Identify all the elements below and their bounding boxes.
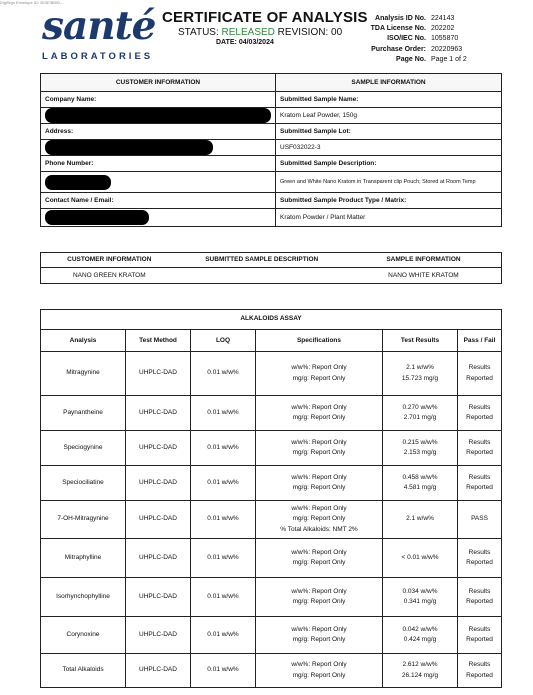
summary-table: [40, 252, 502, 282]
redaction-bar: [45, 140, 213, 155]
summary-description-value: [179, 268, 345, 283]
result-cell-line: 0.034 w/w%: [402, 587, 438, 595]
analysis-cell: Mitraphylline: [41, 539, 126, 578]
status-line: [178, 27, 342, 38]
specification-cell: [256, 617, 383, 654]
analysis-cell: Total Alkaloids: [41, 654, 126, 688]
meta-value: 224143: [431, 15, 455, 22]
loq-cell: 0.01 w/w%: [191, 539, 256, 578]
result-cell-line: 0.215 w/w%: [402, 438, 438, 446]
assay-title: ALKALOIDS ASSAY: [41, 310, 502, 330]
result-cell: [383, 539, 458, 578]
method-cell: UHPLC-DAD: [126, 617, 191, 654]
meta-row: [340, 45, 467, 55]
phone-label: Phone Number:: [41, 156, 276, 172]
pass-fail-cell-line: Reported: [466, 598, 493, 605]
date-value: 04/03/2024: [238, 39, 274, 46]
meta-row: [340, 24, 467, 34]
specification-cell-line: % Total Alkaloids: NMT 2%: [280, 525, 358, 533]
pass-fail-cell-line: PASS: [471, 515, 488, 523]
result-cell-line: 26.124 mg/g: [401, 671, 439, 679]
meta-value: 1055870: [431, 35, 459, 43]
sample-name-label: Submitted Sample Name:: [276, 92, 502, 108]
sample-name-value: Kratom Leaf Powder, 150g: [276, 108, 502, 124]
result-cell-line: 0.270 w/w%: [402, 403, 438, 411]
loq-cell: 0.01 w/w%: [191, 578, 256, 617]
method-cell: UHPLC-DAD: [126, 466, 191, 501]
result-cell-line: 2.1 w/w%: [406, 515, 434, 523]
analysis-cell: Mitragynine: [41, 352, 126, 396]
summary-description-header: SUBMITTED SAMPLE DESCRIPTION: [179, 252, 345, 268]
analysis-cell: Speciociliatine: [41, 466, 126, 501]
pass-fail-cell-line: Results: [468, 438, 491, 446]
revision: REVISION: 00: [277, 27, 343, 38]
meta-block: [340, 14, 467, 65]
meta-key: TDA License No.: [370, 25, 426, 33]
specification-cell: [256, 431, 383, 466]
method-cell: UHPLC-DAD: [126, 501, 191, 539]
specification-cell-line: mg/g: Report Only: [292, 671, 346, 679]
method-cell: UHPLC-DAD: [126, 352, 191, 396]
result-cell-line: 0.424 mg/g: [403, 636, 437, 643]
customer-info-header: CUSTOMER INFORMATION: [41, 74, 276, 92]
assay-row: [41, 617, 502, 654]
specification-cell-line: mg/g: Report Only: [292, 484, 346, 491]
contact-label: Contact Name / Email:: [41, 193, 276, 209]
phone-value: [41, 172, 276, 193]
specification-cell-line: mg/g: Report Only: [292, 515, 346, 523]
meta-key: Page No.: [396, 55, 426, 63]
method-cell: UHPLC-DAD: [126, 654, 191, 688]
address-value: [41, 140, 276, 156]
pass-fail-cell: [458, 431, 502, 466]
status-value: RELEASED: [221, 27, 275, 38]
pass-fail-cell: [458, 501, 502, 539]
pass-fail-cell-line: Reported: [466, 449, 493, 456]
result-cell-line: 0.341 mg/g: [403, 598, 437, 605]
specification-cell-line: mg/g: Report Only: [292, 598, 346, 605]
pass-fail-cell-line: Reported: [466, 671, 493, 679]
pass-fail-cell: [458, 539, 502, 578]
analysis-cell: Corynoxine: [41, 617, 126, 654]
loq-cell: 0.01 w/w%: [191, 352, 256, 396]
specification-cell: [256, 654, 383, 688]
meta-row: [340, 55, 467, 65]
column-header: LOQ: [191, 330, 256, 352]
column-header: Pass / Fail: [458, 330, 502, 352]
redaction-bar: [45, 108, 271, 123]
summary-customer-value: NANO GREEN KRATOM: [72, 271, 146, 279]
assay-row: [41, 654, 502, 688]
summary-customer-header: CUSTOMER INFORMATION: [40, 252, 179, 268]
result-cell-line: 2.612 w/w%: [402, 661, 438, 668]
result-cell-line: 0.458 w/w%: [402, 473, 438, 481]
specification-cell-line: w/w%: Report Only: [291, 661, 347, 668]
method-cell: UHPLC-DAD: [126, 431, 191, 466]
specification-cell: [256, 466, 383, 501]
result-cell-line: 2.701 mg/g: [403, 414, 437, 421]
redaction-bar: [45, 210, 149, 225]
specification-cell: [256, 578, 383, 617]
method-cell: UHPLC-DAD: [126, 539, 191, 578]
pass-fail-cell-line: Results: [468, 403, 491, 411]
pass-fail-cell: [458, 466, 502, 501]
logo-subtitle: LABORATORIES: [42, 51, 154, 62]
loq-cell: 0.01 w/w%: [191, 466, 256, 501]
result-cell: [383, 396, 458, 431]
lot-label: Submitted Sample Lot:: [276, 124, 502, 140]
assay-row: [41, 466, 502, 501]
specification-cell-line: w/w%: Report Only: [291, 364, 347, 371]
analysis-cell: Speciogynine: [41, 431, 126, 466]
pass-fail-cell-line: Results: [468, 364, 491, 371]
specification-cell-line: w/w%: Report Only: [291, 625, 347, 633]
specification-cell: [256, 501, 383, 539]
assay-row: [41, 539, 502, 578]
specification-cell-line: w/w%: Report Only: [291, 587, 347, 595]
pass-fail-cell-line: Reported: [466, 559, 493, 566]
address-label: Address:: [41, 124, 276, 140]
pass-fail-cell-line: Reported: [466, 636, 493, 643]
loq-cell: 0.01 w/w%: [191, 654, 256, 688]
logo-wordmark: santé: [42, 3, 156, 49]
column-header: Test Method: [126, 330, 191, 352]
loq-cell: 0.01 w/w%: [191, 501, 256, 539]
company-value: [41, 108, 276, 124]
assay-row: [41, 352, 502, 396]
result-cell: [383, 578, 458, 617]
meta-key: Analysis ID No.: [375, 15, 426, 22]
specification-cell-line: w/w%: Report Only: [291, 473, 347, 481]
pass-fail-cell: [458, 396, 502, 431]
specification-cell: [256, 539, 383, 578]
meta-row: [340, 14, 467, 24]
pass-fail-cell-line: Results: [468, 548, 491, 556]
result-cell: [383, 501, 458, 539]
specification-cell-line: w/w%: Report Only: [291, 403, 347, 411]
result-cell-line: 0.042 w/w%: [402, 625, 438, 633]
specification-cell-line: w/w%: Report Only: [291, 548, 347, 556]
meta-value: 202202: [431, 25, 455, 33]
result-cell: [383, 654, 458, 688]
result-cell-line: 15.723 mg/g: [401, 374, 439, 382]
result-cell: [383, 617, 458, 654]
pass-fail-cell-line: Reported: [466, 414, 493, 421]
loq-cell: 0.01 w/w%: [191, 431, 256, 466]
description-value: Green and White Nano Kratom in Transparent clip Pouch; Stored at Room Temp: [276, 172, 502, 193]
pass-fail-cell-line: Results: [468, 587, 491, 595]
specification-cell-line: mg/g: Report Only: [292, 636, 346, 643]
analysis-cell: Paynantheine: [41, 396, 126, 431]
contact-value: [41, 209, 276, 227]
pass-fail-cell: [458, 654, 502, 688]
analysis-cell: 7-OH-Mitragynine: [41, 501, 126, 539]
product-type-value: Kratom Powder / Plant Matter: [276, 209, 502, 227]
redaction-bar: [45, 175, 111, 190]
specification-cell: [256, 396, 383, 431]
assay-row: [41, 578, 502, 617]
result-cell-line: < 0.01 w/w%: [401, 553, 439, 561]
info-table: [40, 73, 502, 227]
pass-fail-cell-line: Results: [468, 661, 491, 668]
result-cell: [383, 431, 458, 466]
pass-fail-cell-line: Results: [468, 473, 491, 481]
method-cell: UHPLC-DAD: [126, 578, 191, 617]
sample-info-header: SAMPLE INFORMATION: [276, 74, 502, 92]
description-label: Submitted Sample Description:: [276, 156, 502, 172]
column-header: Specifications: [256, 330, 383, 352]
result-cell-line: 4.581 mg/g: [403, 484, 437, 491]
specification-cell-line: mg/g: Report Only: [292, 374, 346, 382]
pass-fail-cell: [458, 578, 502, 617]
document-title: CERTIFICATE OF ANALYSIS: [162, 9, 368, 26]
specification-cell-line: mg/g: Report Only: [292, 559, 346, 566]
column-header: Test Results: [383, 330, 458, 352]
meta-key: ISO/IEC No.: [387, 35, 426, 43]
summary-sample-header: SAMPLE INFORMATION: [345, 252, 502, 268]
specification-cell-line: w/w%: Report Only: [291, 438, 347, 446]
lot-value: USF032022-3: [276, 140, 502, 156]
loq-cell: 0.01 w/w%: [191, 617, 256, 654]
pass-fail-cell-line: Reported: [466, 484, 493, 491]
result-cell: [383, 352, 458, 396]
assay-row: [41, 501, 502, 539]
specification-cell-line: w/w%: Report Only: [291, 504, 347, 512]
assay-row: [41, 431, 502, 466]
date-line: [216, 39, 274, 46]
column-header: Analysis: [41, 330, 126, 352]
pass-fail-cell: [458, 617, 502, 654]
envelope-id-strip: DigiSign Envelope ID: 2E3E3B0D-...: [0, 0, 65, 5]
result-cell-line: 2.1 w/w%: [406, 364, 434, 371]
pass-fail-cell: [458, 352, 502, 396]
method-cell: UHPLC-DAD: [126, 396, 191, 431]
meta-row: [340, 34, 467, 44]
specification-cell: [256, 352, 383, 396]
pass-fail-cell-line: Results: [468, 625, 491, 633]
company-label: Company Name:: [41, 92, 276, 108]
result-cell: [383, 466, 458, 501]
meta-value: 20220963: [431, 45, 463, 53]
date-label: DATE:: [216, 39, 237, 46]
pass-fail-cell-line: Reported: [466, 374, 493, 382]
loq-cell: 0.01 w/w%: [191, 396, 256, 431]
specification-cell-line: mg/g: Report Only: [292, 449, 346, 456]
meta-key: Purchase Order:: [371, 45, 426, 53]
result-cell-line: 2.153 mg/g: [403, 449, 437, 456]
meta-value: Page 1 of 2: [431, 55, 467, 63]
assay-row: [41, 396, 502, 431]
specification-cell-line: mg/g: Report Only: [292, 414, 346, 421]
analysis-cell: Isorhynchophylline: [41, 578, 126, 617]
status-label: STATUS:: [178, 27, 219, 38]
summary-sample-value: NANO WHITE KRATOM: [388, 271, 459, 279]
product-type-label: Submitted Sample Product Type / Matrix:: [276, 193, 502, 209]
alkaloids-assay-table: [40, 309, 502, 688]
